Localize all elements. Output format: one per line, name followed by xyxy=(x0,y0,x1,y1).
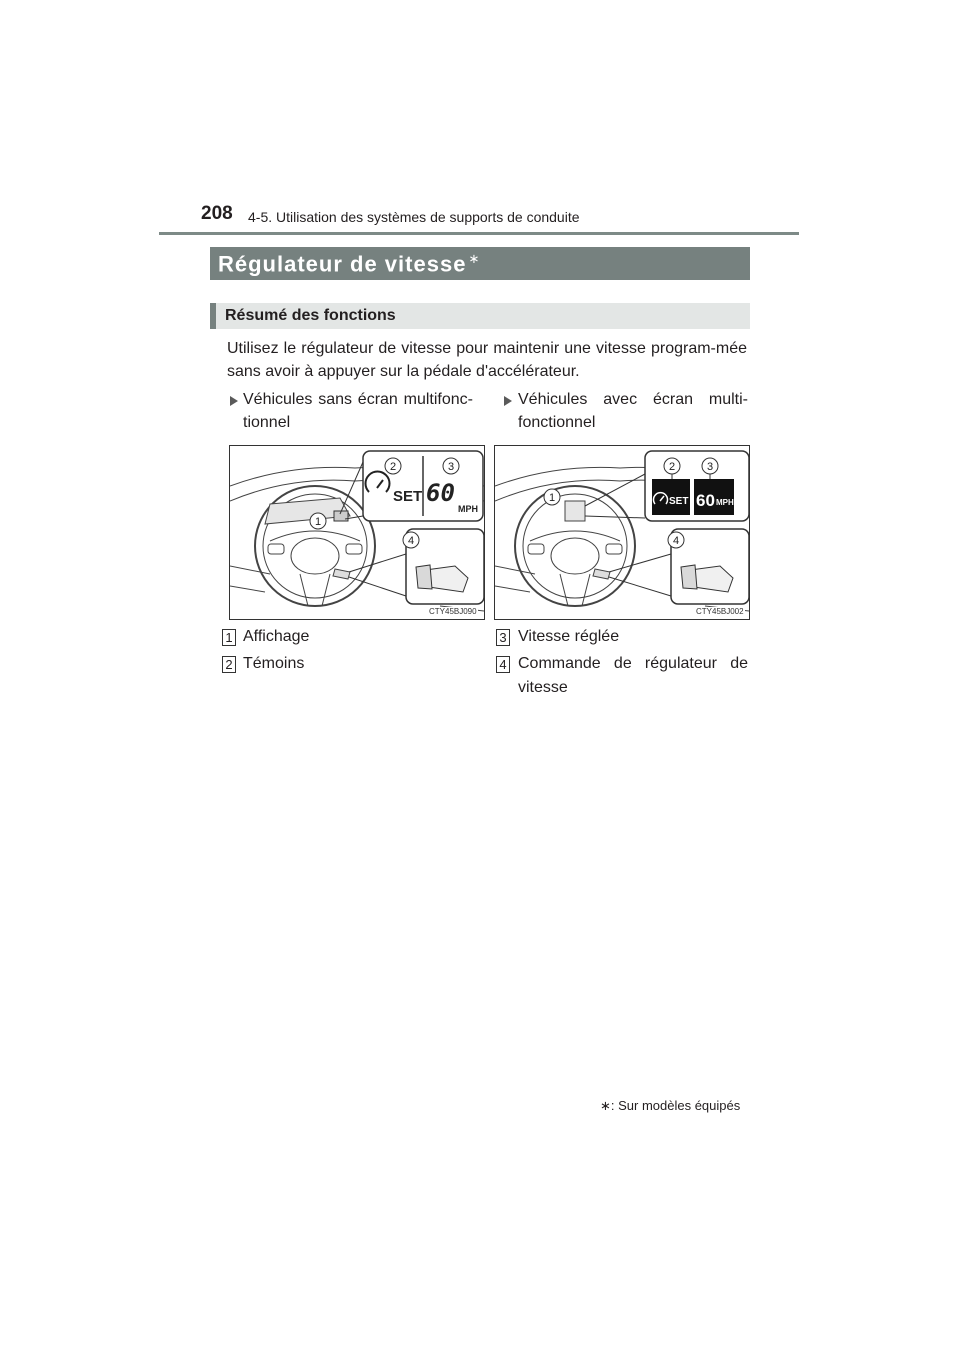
legend-number-3: 3 xyxy=(496,629,510,646)
legend-number-1: 1 xyxy=(222,629,236,646)
left-display-speed: 60 xyxy=(426,479,455,507)
intro-paragraph: Utilisez le régulateur de vitesse pour maintenir une vitesse program-mée sans avoir à appuyer sur la pédale d'accélérateur. xyxy=(227,340,747,380)
legend-text-1: Affichage xyxy=(243,628,310,645)
right-callout-2: 2 xyxy=(668,461,676,473)
variant-heading-right: Véhicules avec écran multi-fonctionnel xyxy=(518,391,748,431)
left-callout-4: 4 xyxy=(407,535,415,547)
section-title xyxy=(218,251,480,277)
subsection-stripe xyxy=(210,303,216,329)
legend-number-2: 2 xyxy=(222,656,236,673)
asterisk-mark: ∗ xyxy=(468,251,481,266)
right-callout-3: 3 xyxy=(706,461,714,473)
right-callout-1: 1 xyxy=(548,492,556,504)
header-rule xyxy=(159,232,799,235)
footnote: ∗: Sur modèles équipés xyxy=(600,1098,741,1113)
left-callout-2: 2 xyxy=(389,461,397,473)
left-display-unit: MPH xyxy=(458,504,478,514)
bullet-triangle-icon xyxy=(504,396,512,406)
variant-heading-left: Véhicules sans écran multifonc-tionnel xyxy=(243,391,473,431)
figure-code-right: CTY45BJ002 xyxy=(696,607,744,616)
legend-number-4: 4 xyxy=(496,656,510,673)
bullet-triangle-icon xyxy=(230,396,238,406)
left-callout-1: 1 xyxy=(314,516,322,528)
section-title-bar xyxy=(210,247,750,280)
running-header: 4-5. Utilisation des systèmes de supports de conduite xyxy=(248,209,580,225)
legend-text-3: Vitesse réglée xyxy=(518,628,620,645)
right-display-set: SET xyxy=(669,496,689,507)
steering-wheel-illustration xyxy=(230,446,484,619)
page-number: 208 xyxy=(201,203,233,224)
subsection-title-bar xyxy=(210,303,750,329)
right-callout-4: 4 xyxy=(672,535,680,547)
right-display-speed: 60 xyxy=(696,491,715,510)
section-title-text: Régulateur de vitesse xyxy=(218,251,467,277)
subsection-title: Résumé des fonctions xyxy=(225,307,396,324)
left-display-set: SET xyxy=(393,488,423,505)
figure-code-left: CTY45BJ090 xyxy=(429,607,477,616)
figure-without-multi-display xyxy=(229,445,485,620)
legend-text-4: Commande de régulateur de vitesse xyxy=(518,655,748,696)
figure-with-multi-display xyxy=(494,445,750,620)
steering-wheel-illustration xyxy=(495,446,749,619)
left-callout-3: 3 xyxy=(447,461,455,473)
legend-text-2: Témoins xyxy=(243,655,305,672)
right-display-unit: MPH xyxy=(716,498,734,507)
